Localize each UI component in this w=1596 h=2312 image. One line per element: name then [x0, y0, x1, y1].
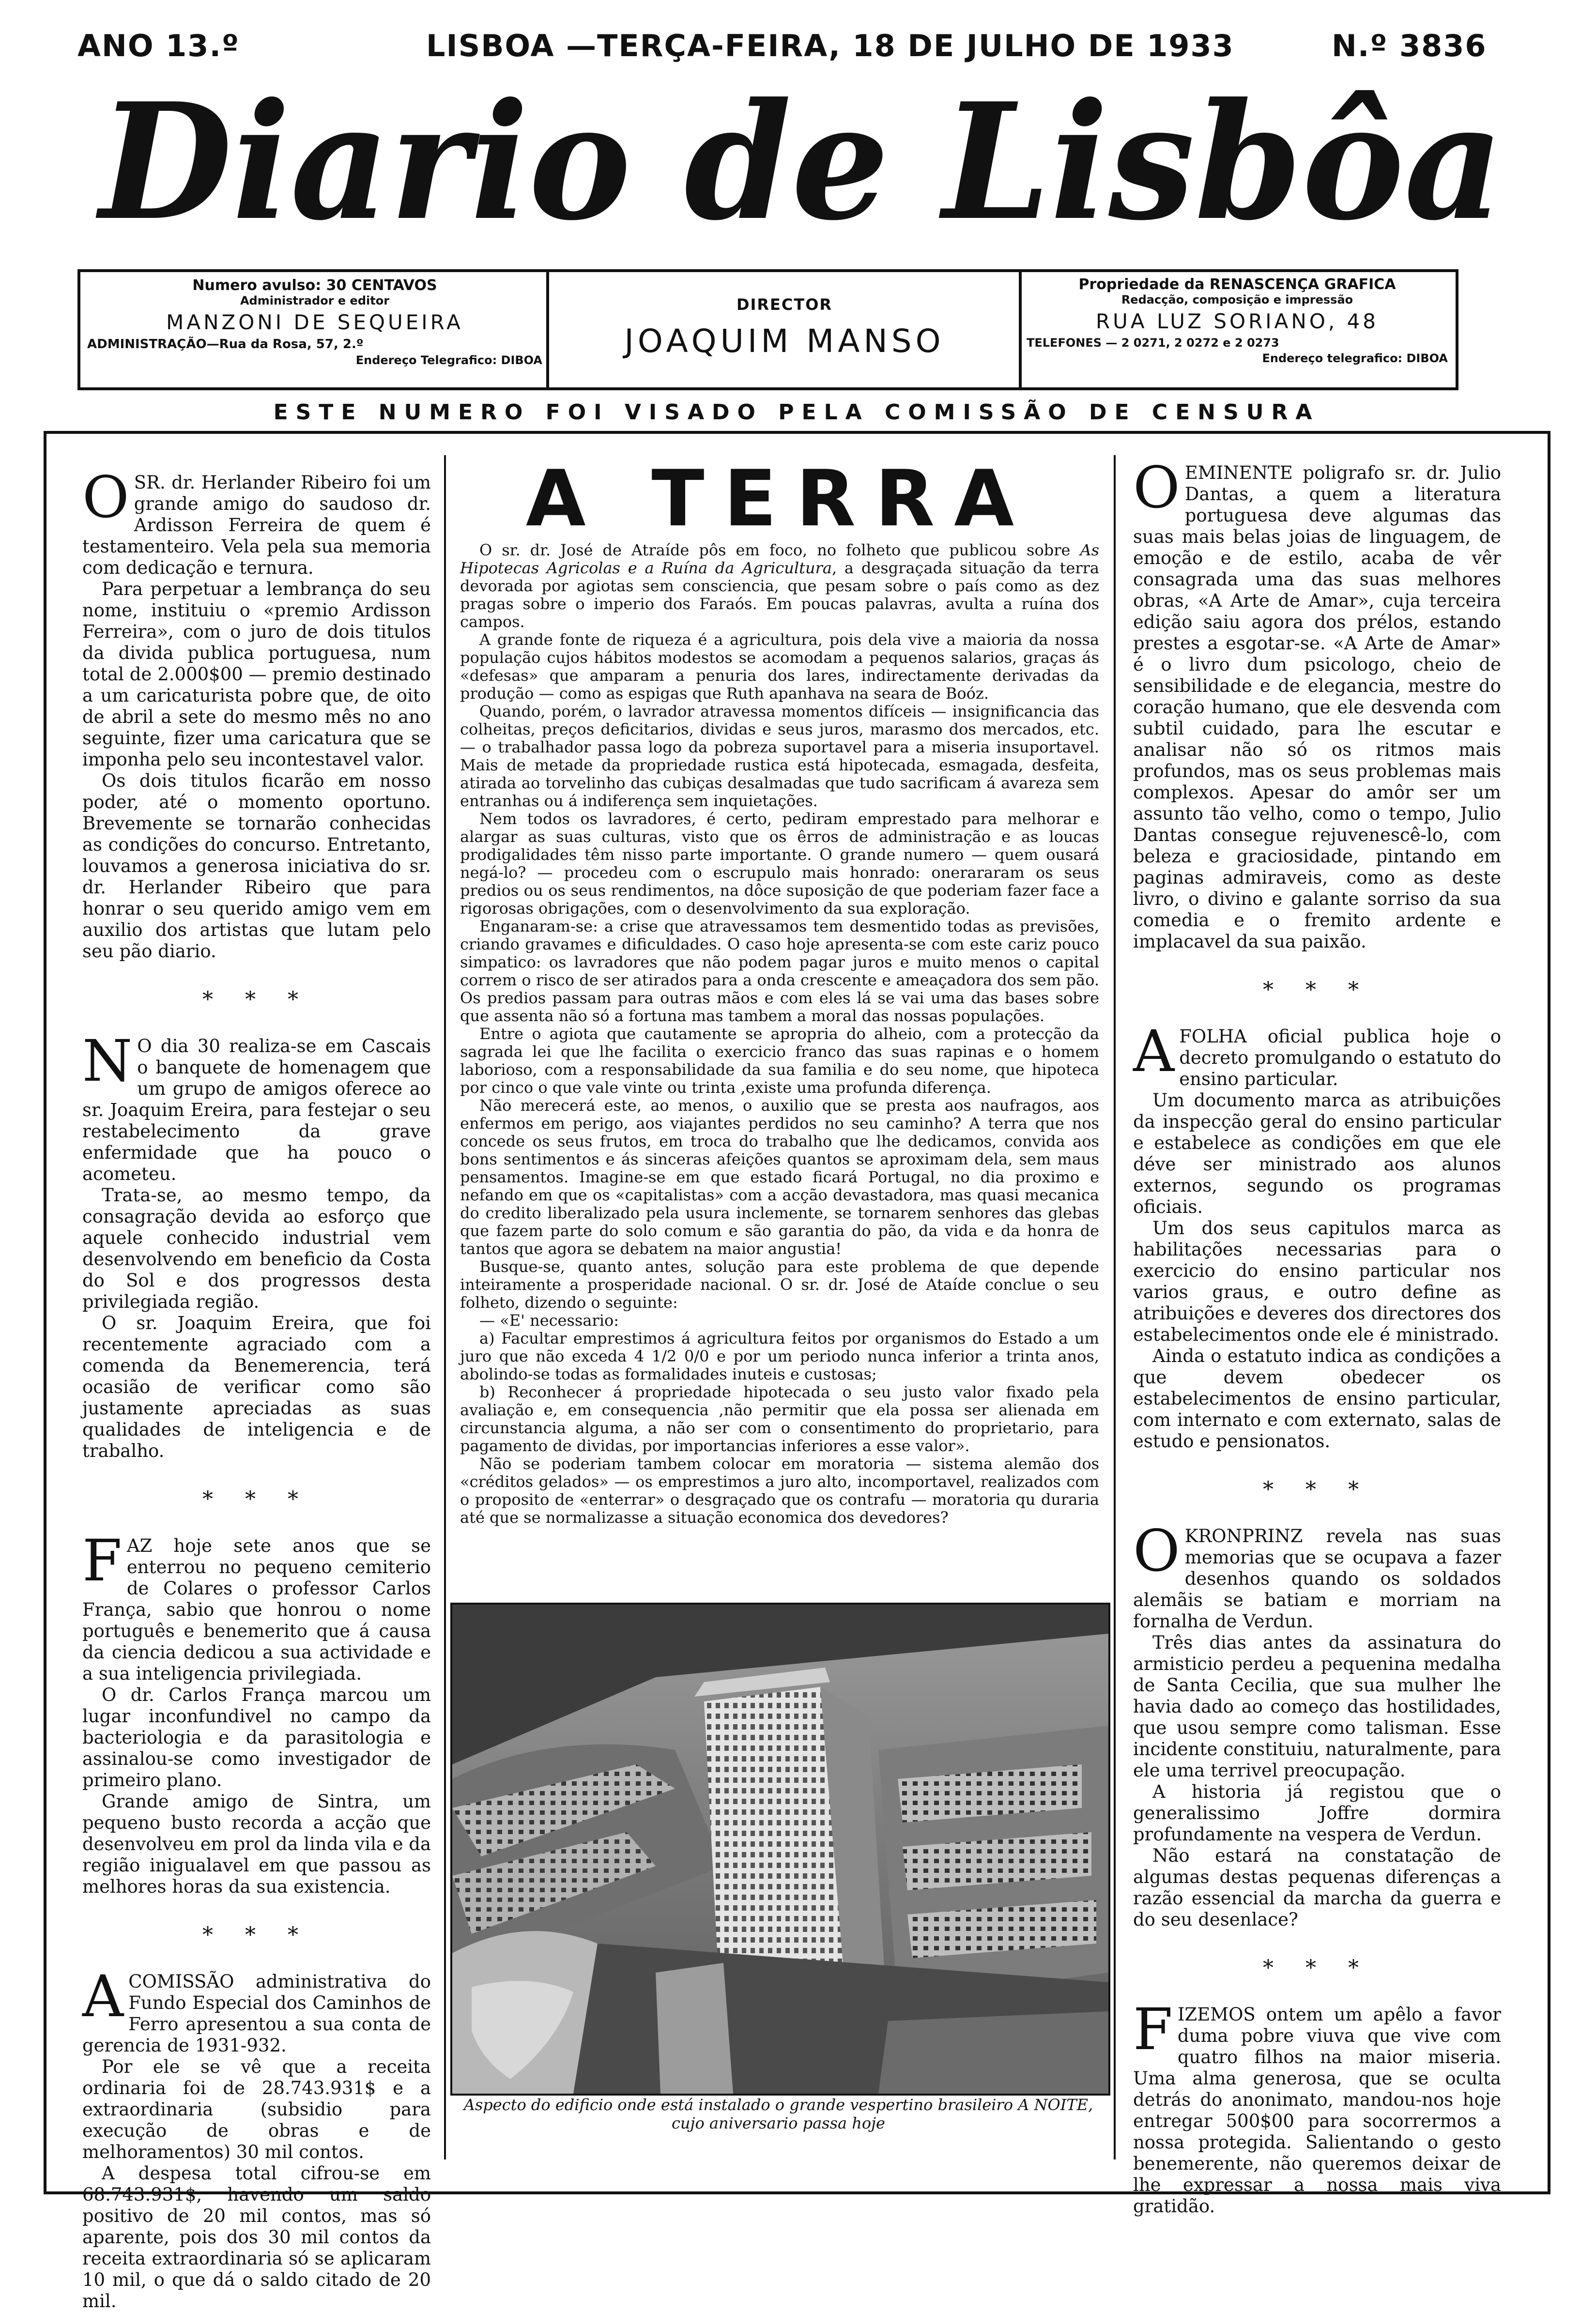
- dropcap: O: [1133, 1517, 1180, 1584]
- article-text: A historia já registou que o generalissimo Joffre dormira profundamente na vespera de Verdun.: [1133, 1781, 1501, 1845]
- info-redaccao: Redacção, composição e impressão: [1121, 293, 1353, 306]
- article-text: O dr. Carlos França marcou um lugar inconfundivel no campo da bacteriologia e da parasitologia e assinalou-se como investigador de primeiro plano.: [82, 1684, 431, 1791]
- article-text: Não merecerá este, ao menos, o auxilio que se presta aos naufragos, aos enfermos em perigo, aos viajantes perdidos no seu caminho? A terra que nos concede os seus frutos, em troca do trabalho que lhe dedicamos, convida aos bons sentimentos e ás sinceras afeições quantos se aproximam dela, sem maus pensamentos. Imagine-se em que estado ficará Portugal, no dia proximo e nefando em que os «capitalistas» com a acção devastadora, mas quasi mecanica do credito liberalizado pela usura inclemente, se tornarem senhores das glebas que fazem parte do solo comum e são garantia do pão, da vida e da honra de tantos que agora se debatem na maior angustia!: [460, 1096, 1099, 1258]
- separator-stars: * * *: [202, 987, 311, 1012]
- info-price: Numero avulso: 30 CENTAVOS: [192, 277, 437, 294]
- issue-number: N.º 3836: [1332, 28, 1487, 63]
- left-column: [82, 464, 431, 2312]
- article-text: Um documento marca as atribuições da inspecção geral do ensino particular e estabelece as condições em que ele déve ser ministrado aos alunos externos, segundo os programas oficiais.: [1133, 1090, 1501, 1217]
- article-text: Grande amigo de Sintra, um pequeno busto recorda a acção que desenvolveu em prol da linda vila e da região inigualavel em que passou as melhores horas da sua existencia.: [82, 1791, 431, 1897]
- headline: A TERRA: [525, 453, 1034, 544]
- article-text: Entre o agiota que cautamente se apropria do alheio, com a protecção da sagrada lei que lhe facilita o exercicio franco das suas rapinas e o homem laborioso, com a responsabilidade da sua familia e do seu nome, que hipoteca por cinco o que vale vinte ou trinta ,existe uma profunda diferença.: [460, 1025, 1099, 1097]
- article-text: COMISSÃO administrativa do Fundo Especial dos Caminhos de Ferro apresentou a sua conta de gerencia de 1931-932.: [82, 1971, 431, 2056]
- caption-line: Aspecto do edificio onde está instalado o grande vespertino brasileiro A NOITE,: [463, 2096, 1093, 2114]
- dropcap: F: [82, 1527, 122, 1594]
- article-text: IZEMOS ontem um apêlo a favor duma pobre viuva que vive com quatro filhos na maior miseria. Uma alma generosa, que se oculta detrás do anonimato, mandou-nos hoje entregar 500$00 para socorrermos a nossa protegida. Salientando o gesto benemerente, não queremos deixar de lhe expressar a nossa mais viva gratidão.: [1133, 2004, 1501, 2217]
- dropcap: F: [1133, 1996, 1173, 2063]
- article-text: Por ele se vê que a receita ordinaria foi de 28.743.931$ e a extraordinaria (subsidio para execução de obras e de melhoramentos) 30 mil contos.: [82, 2056, 431, 2162]
- article-text: FOLHA oficial publica hoje o decreto promulgando o estatuto do ensino particular.: [1179, 1026, 1501, 1089]
- info-address: RUA LUZ SORIANO, 48: [1095, 309, 1379, 333]
- dropcap: A: [82, 1963, 124, 2030]
- info-telegraph: Endereço Telegrafico: DIBOA: [355, 353, 542, 367]
- article-text: Para perpetuar a lembrança do seu nome, instituiu o «premio Ardisson Ferreira», com o juro de dois titulos da divida publica portuguesa, num total de 2.000$00 — premio destinado a um caricaturista pobre que, de oito de abril a sete do mesmo mês no ano seguinte, fizer uma caricatura que se imponha pelo seu incontestavel valor.: [82, 579, 431, 770]
- article-text: A despesa total cifrou-se em 68.743.931$, havendo um saldo positivo de 20 mil contos, mas só aparente, pois dos 30 mil contos da receita extraordinaria só se aplicaram 10 mil, o que dá o saldo citado de 20 mil.: [82, 2163, 431, 2312]
- censorship-notice: ESTE NUMERO FOI VISADO PELA COMISSÃO DE CENSURA: [273, 400, 1320, 425]
- quote-text: — «E' necessario:: [479, 1311, 619, 1330]
- article-text: Enganaram-se: a crise que atravessamos tem desmentido todas as previsões, criando gravames e dificuldades. O caso hoje apresenta-se com este cariz pouco simpatico: os lavradores que não podem pagar juros e muito menos o capital correm o risco de ser atirados para a onda crescente e ameaçadora dos sem pão. Os predios passam para outras mãos e com eles lá se vai uma das bases sobre que assenta não só a fortuna mas tambem a moral das nossas populações.: [460, 917, 1099, 1025]
- article-text: SR. dr. Herlander Ribeiro foi um grande amigo do saudoso dr. Ardisson Ferreira de quem é testamenteiro. Vela pela sua memoria com dedicação e ternura.: [82, 472, 431, 578]
- separator-stars: * * *: [1263, 1956, 1371, 1980]
- quote-text: b) Reconhecer á propriedade hipotecada o seu justo valor fixado pela avaliação e, em consequencia ,não permitir que ela possa ser alienada em circunstancia alguma, a não ser com o consentimento do proprietario, para pagamento de dividas, por importancias inferiores a esse valor».: [460, 1383, 1099, 1455]
- article-text: Trata-se, ao mesmo tempo, da consagração devida ao esforço que aquele conhecido industrial vem desenvolvendo em beneficio da Costa do Sol e dos progressos desta privilegiada região.: [82, 1185, 431, 1312]
- info-admin-label: Administrador e editor: [240, 294, 390, 307]
- info-owner: Propriedade da RENASCENÇA GRAFICA: [1078, 276, 1396, 293]
- article-text: Não estará na constatação de algumas destas pequenas diferenças a razão essencial da marcha da guerra e do seu desenlace?: [1133, 1845, 1501, 1930]
- info-center: [552, 295, 1017, 360]
- dateline: LISBOA —TERÇA-FEIRA, 18 DE JULHO DE 1933: [426, 28, 1234, 63]
- article-text: O sr. Joaquim Ereira, que foi recentemente agraciado com a comenda da Benemerencia, terá ocasião de verificar como são justamente apreciadas as suas qualidades de inteligencia e de trabalho.: [82, 1313, 431, 1461]
- article-text: KRONPRINZ revela nas suas memorias que se ocupava a fazer desenhos quando os soldados alemãis se batiam e morriam na fornalha de Verdun.: [1133, 1526, 1501, 1632]
- dropcap: O: [1133, 454, 1180, 521]
- info-admin-name: MANZONI DE SEQUEIRA: [166, 310, 463, 334]
- director-label: DIRECTOR: [736, 295, 833, 314]
- article-text: AZ hoje sete anos que se enterrou no pequeno cemiterio de Colares o professor Carlos França, sabio que honrou o nome português e benemerito que á causa da ciencia dedicou a sua actividade e a sua inteligencia privilegiada.: [82, 1535, 431, 1684]
- dropcap: N: [82, 1027, 133, 1094]
- article-text: Ainda o estatuto indica as condições a que devem obedecer os estabelecimentos de ensino particular, com internato e com externato, salas de estudo e pensionatos.: [1133, 1346, 1501, 1452]
- article-text: Um dos seus capitulos marca as habilitações necessarias para o exercicio do ensino particular nos varios graus, e outro define as atribuições e deveres dos directores dos estabelecimentos onde ele é ministrado.: [1133, 1218, 1501, 1345]
- article-text: Três dias antes da assinatura do armisticio perdeu a pequenina medalha de Santa Cecilia, que sua mulher lhe havia dado ao começo das hostilidades, que usou sempre como talisman. Esse incidente constituiu, naturalmente, para ele uma terrivel preocupação.: [1133, 1632, 1501, 1781]
- quote-text: a) Facultar emprestimos á agricultura feitos por organismos do Estado a um juro que não exceda 4 1/2 0/0 e por um periodo nunca inferior a trinta anos, abolindo-se todas as formalidades inuteis e custosas;: [460, 1329, 1099, 1383]
- quote-text: Não se poderiam tambem colocar em moratoria — sistema alemão dos «créditos gelados» — os emprestimos a juro alto, incomportavel, realizados com o proposito de «enterrar» o desgraçado que os contrafu — moratoria qu duraria até que se normalizasse a situação economica dos devedores?: [460, 1455, 1099, 1527]
- separator-stars: * * *: [1263, 1477, 1371, 1502]
- info-right: [1027, 276, 1448, 365]
- info-telegraph-right: Endereço telegrafico: DIBOA: [1262, 352, 1448, 365]
- photo-caption: [448, 2096, 1109, 2132]
- photo-building: [450, 1603, 1110, 2096]
- dropcap: O: [82, 464, 129, 531]
- article-text: Busque-se, quanto antes, solução para este problema de que depende inteiramente a prosperidade nacional. O sr. dr. José de Ataíde conclue o seu folheto, dizendo o seguinte:: [460, 1257, 1099, 1312]
- separator-stars: * * *: [1263, 978, 1371, 1002]
- info-phones: TELEFONES — 2 0271, 2 0272 e 2 0273: [1027, 336, 1279, 350]
- separator-stars: * * *: [202, 1487, 311, 1512]
- article-text: Os dois titulos ficarão em nosso poder, até o momento oportuno. Brevemente se tornarão conhecidas as condições do concurso. Entretanto, louvamos a generosa iniciativa do sr. dr. Herlander Ribeiro que para honrar o seu querido amigo vem em auxilio dos artistas que lutam pelo seu pão diario.: [82, 770, 431, 962]
- article-text: O dia 30 realiza-se em Cascais o banquete de homenagem que um grupo de amigos oferece ao sr. Joaquim Ereira, para festejar o seu restabelecimento da grave enfermidade que ha pouco o acometeu.: [82, 1036, 431, 1184]
- dropcap: A: [1133, 1018, 1175, 1085]
- article-text: EMINENTE poligrafo sr. dr. Julio Dantas, a quem a literatura portuguesa deve algumas das suas mais belas joias de linguagem, de emoção e de estilo, acaba de vêr consagrada uma das suas melhores obras, «A Arte de Amar», cuja terceira edição saiu agora dos prélos, estando prestes a esgotar-se. «A Arte de Amar» é o livro dum psicologo, cheio de sensibilidade e de elegancia, mestre do coração humano, que ele desvenda com subtil cuidado, para lhe escutar e analisar não só os ritmos mais profundos, mas os seus problemas mais complexos. Apesar do amôr ser um assunto tão velho, como o tempo, Julio Dantas consegue rejuvenescê-lo, com beleza e graciosidade, pintando em paginas admiraveis, como as deste livro, o divino e galante sorriso da sua comedia e o fremito ardente e implacavel da sua paixão.: [1133, 462, 1501, 952]
- issue-year: ANO 13.º: [77, 28, 240, 63]
- center-article: O sr. dr. José de Atraíde pôs em foco, no folheto que publicou sobre As Hipotecas Agricolas e a Ruína da Agricultura, a desgraçada situação da terra devorada por agiotas sem consciencia, que pesam sobre o país como as dez pragas sobre o imperio dos Faraós. Em poucas palavras, avulta a ruína dos campos. A grande fonte de riqueza é a agricultura, pois dela vive a maioria da nossa população cujos hábitos modestos se acomodam a pequenos salarios, graças ás «defesas» que amparam a penuria dos lares, indirectamente derivadas da produção — como as espigas que Ruth apanhava na seara de Boóz. Quando, porém, o lavrador atravessa momentos difíceis — insignificancia das colheitas, preços deficitarios, dividas e seus juros, marasmo dos mercados, etc. — o trabalhador passa logo da pobreza suportavel para a miseria insuportavel. Mais de metade da propriedade rustica está hipotecada, esmagada, desfeita, atirada ao torvelinho das cubiças desalmadas que tudo sacrificam á avareza sem entranhas ou á indiferença sem inquietações. Nem todos os lavradores, é certo, pediram emprestado para melhorar e alargar as suas culturas, visto que os êrros de administração e as loucas prodigalidades têm nisso parte importante. O grande numero — quem ousará negá-lo? — procedeu com o escrupulo mais honrado: onerararam os seus predios ou os seus rendimentos, na dôce suposição de que poderiam fazer face a rigorosas obrigações, com o desenvolvimento da sua exploração. Enganaram-se: a crise que atravessamos tem desmentido todas as previsões, criando gravames e dificuldades. O caso hoje apresenta-se com este cariz pouco simpatico: os lavradores que não podem pagar juros e muito menos o capital correm o risco de ser atirados para a onda crescente e ameaçadora dos sem pão. Os predios passam para outras mãos e com eles lá se vai uma das bases sobre que assenta não só a fortuna mas tambem a moral das nossas populações. Entre o agiota que cautamente se apropria do alheio, com a protecção da sagrada lei que lhe facilita o exercicio franco das suas rapinas e o homem laborioso, com a responsabilidade da sua familia e do seu nome, que hipoteca por cinco o que vale vinte ou trinta ,existe uma profunda diferença. Não merecerá este, ao menos, o auxilio que se presta aos naufragos, aos enfermos em perigo, aos viajantes perdidos no seu caminho? A terra que nos concede os seus frutos, em troca do trabalho que lhe dedicamos, convida aos bons sentimentos e ás sinceras afeições quantos se aproximam dela, sem maus pensamentos. Imagine-se em que estado ficará Portugal, no dia proximo e nefando em que os «capitalistas» com a acção devastadora, mas quasi mecanica do credito liberalizado pela usura inclemente, se tornarem senhores das glebas que fazem parte do solo comum e são garantia do pão, da vida e da honra de tantos que agora se debatem na maior angustia! Busque-se, quanto antes, solução para este problema de que depende inteiramente a prosperidade nacional. O sr. dr. José de Ataíde conclue o seu folheto, dizendo o seguinte: — «E' necessario: a) Facultar emprestimos á agricultura feitos por organismos do Estado a um juro que não exceda 4 1/2 0/0 e por um periodo nunca inferior a trinta anos, abolindo-se todas as formalidades inuteis e custosas; b) Reconhecer á propriedade hipotecada o seu justo valor fixado pela avaliação e, em consequencia ,não permitir que ela possa ser alienada em circunstancia alguma, a não ser com o consentimento do proprietario, para pagamento de dividas, por importancias inferiores a esse valor». Não se poderiam tambem colocar em moratoria — sistema alemão dos «créditos gelados» — os emprestimos a juro alto, incomportavel, realizados com o proposito de «enterrar» o desgraçado que os contrafu — moratoria qu duraria até que se normalizasse a situação economica dos devedores?: [460, 541, 1100, 1527]
- caption-line: cujo aniversario passa hoje: [672, 2114, 885, 2132]
- info-admin-address: ADMINISTRAÇÃO—Rua da Rosa, 57, 2.º: [87, 337, 364, 352]
- director-name: JOAQUIM MANSO: [624, 322, 945, 360]
- right-column: [1133, 454, 1501, 2217]
- masthead-title: Diario de Lisbôa: [94, 68, 1504, 242]
- article-text: Quando, porém, o lavrador atravessa momentos difíceis — insignificancia das colheitas, preços deficitarios, dividas e seus juros, marasmo dos mercados, etc. — o trabalhador passa logo da pobreza suportavel para a miseria insuportavel. Mais de metade da propriedade rustica está hipotecada, esmagada, desfeita, atirada ao torvelinho das cubiças desalmadas que tudo sacrificam á avareza sem entranhas ou á indiferença sem inquietações.: [460, 702, 1099, 810]
- article-text: Nem todos os lavradores, é certo, pediram emprestado para melhorar e alargar as suas culturas, visto que os êrros de administração e as loucas prodigalidades têm nisso parte importante. O grande numero — quem ousará negá-lo? — procedeu com o escrupulo mais honrado: onerararam os seus predios ou os seus rendimentos, na dôce suposição de que poderiam fazer face a rigorosas obrigações, com o desenvolvimento da sua exploração.: [460, 810, 1099, 918]
- separator-stars: * * *: [202, 1923, 311, 1947]
- book-title: As Hipotecas Agricolas e a Ruína da Agricultura: [460, 541, 1099, 577]
- masthead-logo: [87, 63, 1516, 242]
- article-text: A grande fonte de riqueza é a agricultura, pois dela vive a maioria da nossa população cujos hábitos modestos se acomodam a pequenos salarios, graças ás «defesas» que amparam a penuria dos lares, indirectamente derivadas da produção — como as espigas que Ruth apanhava na seara de Boóz.: [460, 630, 1099, 703]
- info-left: [87, 277, 542, 367]
- aerial-photo-image: [452, 1605, 1108, 2094]
